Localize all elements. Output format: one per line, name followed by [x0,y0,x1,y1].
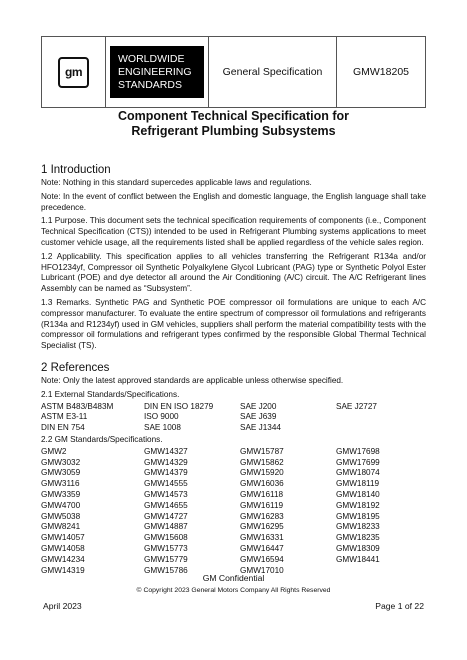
standard-reference: GMW8241 [41,522,81,532]
standard-reference: GMW16447 [240,543,284,553]
badge-line: STANDARDS [118,79,182,91]
spec-type: General Specification [209,37,337,107]
standard-reference: GMW3032 [41,457,81,467]
standard-reference: GMW2 [41,446,67,456]
paragraph: Note: Nothing in this standard supercedes applicable laws and regulations. [41,178,312,187]
standard-reference: GMW14329 [144,457,188,467]
standard-reference: GMW15608 [144,533,188,543]
page-number: Page 1 of 22 [375,601,424,611]
standard-reference: GMW16036 [240,479,284,489]
section-heading-introduction: 1 Introduction [41,164,111,176]
badge-line: ENGINEERING [118,66,192,78]
gm-logo: gm [58,57,89,88]
document-header [41,36,426,108]
standard-reference: GMW18074 [336,468,380,478]
standard-reference: GMW18309 [336,543,380,553]
paragraph: 1.2 Applicability. This specification applies to all vehicles transferring the Refrigerant R134a and/or HFO1234yf, Compressor oil Synthetic Polyalkylene Glycol Lubricant (PAG) type or Synthetic Polyol Ester Lubricant (POE) and dye detector all around the Air Conditioning (A/C) circuit. The A/C Refrigerant lines Assembly can be named as “Subsystem”. [41,251,426,294]
footer-date: April 2023 [43,601,82,611]
standard-reference: ASTM E3-11 [41,412,88,422]
standard-reference: SAE J200 [240,401,277,411]
document-title [41,109,426,139]
paragraph: 1.1 Purpose. This document sets the technical specification requirements of components (i.e., Component Technical Specification (CTS)) intended to be used in Refrigerant Plumbing systems applications to meet customer vehicle usage, all the requirements listed shall be applied regardless of the vehicle sales region. [41,216,426,247]
copyright-notice: © Copyright 2023 General Motors Company All Rights Reserved [136,587,331,594]
gm-standards-list [41,447,426,577]
standard-reference: GMW14379 [144,468,188,478]
standard-reference: GMW15773 [144,543,188,553]
confidentiality-label: GM Confidential [202,573,265,583]
standard-reference: GMW17010 [240,565,284,575]
standard-reference: GMW15779 [144,554,188,564]
paragraph: 1.3 Remarks. Synthetic PAG and Synthetic POE compressor oil formulations are unique to each A/C compressor manufacturer. To evaluate the entire spectrum of compressor oil formulations and refrigerants (R134a and R1234yf) used in GM vehicles, suppliers shall perform the material compatibility tests with the compressor oil formulations and refrigerant types confirmed by the responsible Global Thermal Technical Specialist (TS). [41,297,426,351]
external-standards-list [41,402,426,434]
subsection-heading-external: 2.1 External Standards/Specifications. [41,389,180,399]
paragraph: Note: In the event of conflict between the English and domestic language, the English language shall take precedence. [41,191,426,212]
standard-reference: GMW16331 [240,533,284,543]
standard-reference: GMW16594 [240,554,284,564]
standard-reference: GMW14234 [41,554,85,564]
standard-reference: GMW15920 [240,468,284,478]
section-heading-references: 2 References [41,361,110,374]
standard-reference: GMW3116 [41,479,80,489]
standard-reference: GMW16119 [240,500,284,510]
standard-reference: GMW14319 [41,565,85,575]
standard-reference: SAE 1008 [144,423,181,433]
standard-reference: GMW3059 [41,468,81,478]
standard-reference: GMW14655 [144,500,188,510]
standard-reference: GMW14058 [41,543,85,553]
standard-reference: DIN EN ISO 18279 [144,401,214,411]
standard-reference: GMW16118 [240,489,284,499]
standard-reference: GMW17699 [336,457,380,467]
standard-reference: GMW14887 [144,522,188,532]
standard-reference: GMW14727 [144,511,188,521]
standard-reference: GMW18119 [336,479,380,489]
standard-reference: GMW15862 [240,457,284,467]
standard-reference: GMW14327 [144,446,188,456]
spec-number: GMW18205 [352,66,410,78]
standard-reference: GMW17698 [336,446,380,456]
standard-reference: SAE J1344 [240,423,281,433]
standard-reference: GMW14057 [41,533,85,543]
worldwide-standards-badge [110,46,204,98]
standard-reference [336,412,426,423]
standard-reference: ASTM B483/B483M [41,401,114,411]
standard-reference: GMW18140 [336,489,380,499]
standard-reference: DIN EN 754 [41,423,85,433]
document-body [41,163,426,576]
logo-cell [42,37,106,107]
title-line: Component Technical Specification for [117,109,350,123]
standard-reference: SAE J2727 [336,401,377,411]
standard-reference: GMW15787 [240,446,284,456]
title-line: Refrigerant Plumbing Subsystems [131,124,336,138]
standard-reference: GMW18233 [336,522,380,532]
standard-reference: GMW16295 [240,522,284,532]
standard-reference: GMW18195 [336,511,380,521]
standard-reference: SAE J639 [240,412,277,422]
standard-reference: GMW18192 [336,500,380,510]
subsection-heading-gm: 2.2 GM Standards/Specifications. [41,434,163,444]
badge-line: WORLDWIDE [118,53,185,65]
standard-reference: GMW14555 [144,479,188,489]
paragraph: Note: Only the latest approved standards are applicable unless otherwise specified. [41,375,344,385]
standard-reference: GMW3359 [41,489,81,499]
standards-cell [106,37,209,107]
standard-reference: GMW16283 [240,511,284,521]
standard-reference: GMW15786 [144,565,188,575]
standard-reference: GMW18441 [336,554,380,564]
standard-reference: ISO 9000 [144,412,179,422]
standard-reference: GMW14573 [144,489,188,499]
standard-reference: GMW18235 [336,533,380,543]
standard-reference: GMW4700 [41,500,81,510]
standard-reference [336,423,426,434]
standard-reference: GMW5038 [41,511,81,521]
